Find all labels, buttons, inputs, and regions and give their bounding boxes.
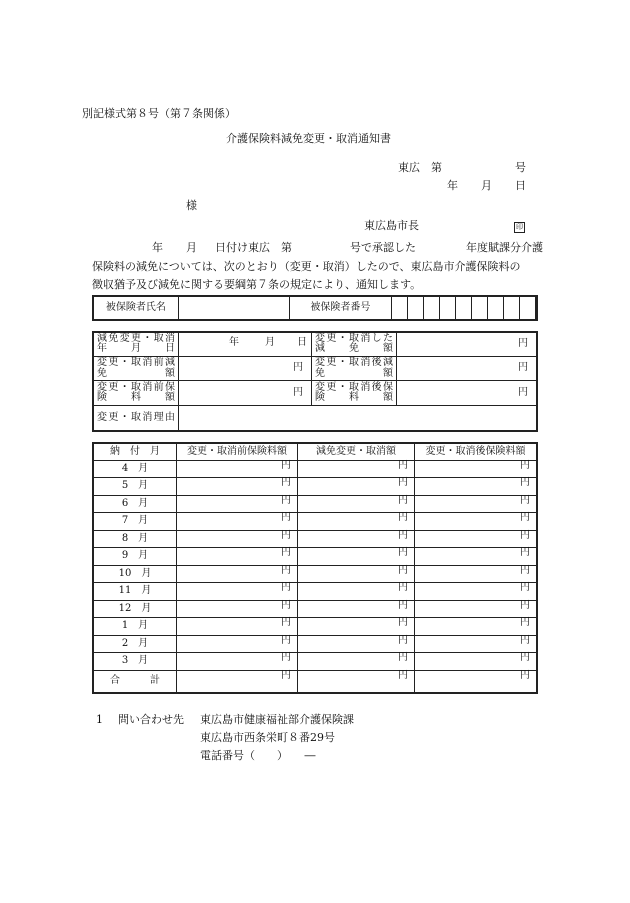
insured-number-digit[interactable] [408, 296, 424, 320]
yen-unit: 円 [398, 564, 408, 576]
yen-unit: 円 [518, 362, 528, 374]
yen-unit: 円 [398, 459, 408, 471]
after-reduction-label: 変更・取消後減免額 [312, 356, 397, 380]
change-date-year: 年 [229, 337, 239, 349]
change-date-field[interactable] [179, 332, 312, 356]
body-text-3: 年度賦課分介護 [466, 241, 543, 254]
reduction-change-cell[interactable] [298, 460, 415, 478]
month-label: 6 月 [93, 495, 177, 513]
before-premium-cell[interactable] [177, 600, 298, 618]
yen-unit: 円 [520, 512, 530, 523]
before-premium-cell[interactable] [177, 670, 298, 693]
before-reduction-field[interactable] [179, 356, 312, 380]
doc-number-prefix: 東広 第 [398, 161, 442, 174]
insured-number-digit[interactable] [424, 296, 440, 320]
yen-unit: 円 [520, 494, 530, 506]
change-detail-table [92, 331, 538, 432]
month-label: 5 月 [93, 478, 177, 496]
month-row [93, 653, 537, 671]
yen-unit: 円 [520, 477, 530, 488]
yen-unit: 円 [398, 477, 408, 488]
month-row [93, 635, 537, 653]
after-premium-cell[interactable] [415, 653, 538, 671]
month-row [93, 478, 537, 496]
before-premium-cell[interactable] [177, 653, 298, 671]
reduction-change-cell[interactable] [298, 653, 415, 671]
change-date-month: 月 [265, 337, 275, 349]
month-label: 11 月 [93, 583, 177, 601]
month-label: 7 月 [93, 513, 177, 531]
after-premium-cell[interactable] [415, 670, 538, 693]
total-label: 合 計 [93, 670, 177, 693]
after-premium-field[interactable] [397, 381, 538, 405]
change-date-label: 減免変更・取消年月日 [93, 332, 179, 356]
after-premium-cell[interactable] [415, 478, 538, 496]
yen-unit: 円 [398, 582, 408, 593]
reduction-change-cell[interactable] [298, 565, 415, 583]
seal-icon: 印 [516, 223, 523, 231]
before-premium-cell[interactable] [177, 495, 298, 513]
yen-unit: 円 [281, 547, 291, 558]
body-text-2: 号で承認した [350, 241, 416, 254]
after-premium-cell[interactable] [415, 548, 538, 566]
yen-unit: 円 [281, 652, 291, 663]
yen-unit: 円 [520, 564, 530, 576]
yen-unit: 円 [398, 494, 408, 506]
insured-number-digit[interactable] [440, 296, 456, 320]
reduction-change-cell[interactable] [298, 513, 415, 531]
footer-item-number: 1 [96, 713, 103, 726]
change-reason-field[interactable] [179, 405, 538, 431]
yen-unit: 円 [520, 599, 530, 611]
month-label: 2 月 [93, 635, 177, 653]
before-premium-cell[interactable] [177, 460, 298, 478]
header-before-premium: 変更・取消前保険料額 [177, 443, 298, 460]
yen-unit: 円 [281, 459, 291, 471]
addressee-sama: 様 [186, 199, 197, 212]
insured-info-table [92, 295, 538, 321]
reduction-change-cell[interactable] [298, 600, 415, 618]
yen-unit: 円 [520, 669, 530, 681]
before-premium-field[interactable] [179, 381, 312, 405]
footer-address: 東広島市西条栄町８番29号 [200, 731, 335, 744]
month-row [93, 600, 537, 618]
after-premium-cell[interactable] [415, 460, 538, 478]
month-label: 12 月 [93, 600, 177, 618]
change-reason-label: 変更・取消理由 [93, 405, 179, 431]
before-premium-cell[interactable] [177, 513, 298, 531]
before-premium-cell[interactable] [177, 635, 298, 653]
yen-unit: 円 [520, 547, 530, 558]
yen-unit: 円 [281, 512, 291, 523]
reduction-change-cell[interactable] [298, 635, 415, 653]
after-premium-cell[interactable] [415, 618, 538, 636]
yen-unit: 円 [398, 599, 408, 611]
month-label: 10 月 [93, 565, 177, 583]
reduction-change-cell[interactable] [298, 478, 415, 496]
yen-unit: 円 [398, 617, 408, 628]
header-payment-month: 納 付 月 [93, 443, 177, 460]
official-seal [514, 220, 525, 233]
body-year: 年 [152, 241, 163, 254]
changed-reduction-label: 変更・取消した減免額 [312, 332, 397, 356]
reduction-change-cell[interactable] [298, 618, 415, 636]
header-after-premium: 変更・取消後保険料額 [415, 443, 538, 460]
reduction-change-cell[interactable] [298, 530, 415, 548]
date-day: 日 [515, 179, 526, 192]
changed-reduction-field[interactable] [397, 332, 538, 356]
yen-unit: 円 [398, 634, 408, 646]
insured-number-digit[interactable] [392, 296, 408, 320]
before-reduction-label: 変更・取消前減免額 [93, 356, 179, 380]
yen-unit: 円 [293, 362, 303, 374]
reduction-change-cell[interactable] [298, 670, 415, 693]
body-text-1: 日付け東広 第 [215, 241, 292, 254]
before-premium-cell[interactable] [177, 530, 298, 548]
insured-number-digit[interactable] [456, 296, 472, 320]
month-row [93, 460, 537, 478]
insured-number-digit[interactable] [488, 296, 504, 320]
issuer-name: 東広島市長 [364, 219, 419, 232]
yen-unit: 円 [281, 599, 291, 611]
yen-unit: 円 [398, 512, 408, 523]
reduction-change-cell[interactable] [298, 583, 415, 601]
insured-number-digit[interactable] [536, 296, 538, 320]
before-premium-cell[interactable] [177, 565, 298, 583]
yen-unit: 円 [520, 634, 530, 646]
month-label: 8 月 [93, 530, 177, 548]
month-row [93, 565, 537, 583]
insured-number-digit[interactable] [472, 296, 488, 320]
insured-name-label: 被保険者氏名 [93, 296, 178, 320]
after-premium-cell[interactable] [415, 583, 538, 601]
month-row [93, 548, 537, 566]
after-premium-label: 変更・取消後保険料額 [312, 381, 397, 405]
footer-department: 東広島市健康福祉部介護保険課 [200, 713, 354, 726]
month-label: 1 月 [93, 618, 177, 636]
yen-unit: 円 [518, 338, 528, 350]
yen-unit: 円 [281, 494, 291, 506]
footer-contact-label: 問い合わせ先 [118, 713, 184, 726]
date-month: 月 [481, 179, 492, 192]
yen-unit: 円 [281, 617, 291, 628]
before-premium-cell[interactable] [177, 583, 298, 601]
header-reduction-change: 減免変更・取消額 [298, 443, 415, 460]
after-premium-cell[interactable] [415, 495, 538, 513]
yen-unit: 円 [520, 617, 530, 628]
yen-unit: 円 [398, 547, 408, 558]
footer-phone: 電話番号（ ） ― [200, 749, 316, 762]
after-premium-cell[interactable] [415, 565, 538, 583]
month-label: 3 月 [93, 653, 177, 671]
yen-unit: 円 [518, 386, 528, 398]
before-premium-cell[interactable] [177, 618, 298, 636]
month-row [93, 583, 537, 601]
month-row [93, 495, 537, 513]
body-line-2: 保険料の減免については、次のとおり（変更・取消）したので、東広島市介護保険料の [92, 260, 521, 273]
reduction-change-cell[interactable] [298, 548, 415, 566]
insured-number-digit[interactable] [519, 296, 535, 320]
month-row [93, 618, 537, 636]
yen-unit: 円 [520, 652, 530, 663]
yen-unit: 円 [281, 669, 291, 681]
month-row [93, 530, 537, 548]
payment-schedule-table [92, 442, 538, 694]
after-premium-cell[interactable] [415, 530, 538, 548]
insured-name-field[interactable] [178, 296, 289, 320]
after-premium-cell[interactable] [415, 635, 538, 653]
yen-unit: 円 [281, 477, 291, 488]
yen-unit: 円 [281, 582, 291, 593]
after-premium-cell[interactable] [415, 600, 538, 618]
month-row [93, 513, 537, 531]
yen-unit: 円 [398, 669, 408, 681]
month-label: 9 月 [93, 548, 177, 566]
yen-unit: 円 [520, 459, 530, 471]
body-line-3: 徴収猶予及び減免に関する要綱第７条の規定により、通知します。 [92, 278, 422, 291]
document-title: 介護保険料減免変更・取消通知書 [226, 132, 391, 145]
body-month: 月 [186, 241, 197, 254]
yen-unit: 円 [281, 564, 291, 576]
total-row [93, 670, 537, 693]
yen-unit: 円 [281, 529, 291, 541]
before-premium-label: 変更・取消前保険料額 [93, 381, 179, 405]
insured-number-label: 被保険者番号 [289, 296, 392, 320]
after-reduction-field[interactable] [397, 356, 538, 380]
before-premium-cell[interactable] [177, 548, 298, 566]
change-date-day: 日 [297, 337, 307, 349]
yen-unit: 円 [293, 386, 303, 398]
insured-number-digit[interactable] [503, 296, 519, 320]
yen-unit: 円 [281, 634, 291, 646]
month-label: 4 月 [93, 460, 177, 478]
yen-unit: 円 [398, 652, 408, 663]
before-premium-cell[interactable] [177, 478, 298, 496]
form-reference: 別記様式第８号（第７条関係） [82, 107, 236, 120]
reduction-change-cell[interactable] [298, 495, 415, 513]
date-year: 年 [447, 179, 458, 192]
after-premium-cell[interactable] [415, 513, 538, 531]
yen-unit: 円 [520, 582, 530, 593]
yen-unit: 円 [520, 529, 530, 541]
doc-number-suffix: 号 [515, 161, 526, 174]
yen-unit: 円 [398, 529, 408, 541]
